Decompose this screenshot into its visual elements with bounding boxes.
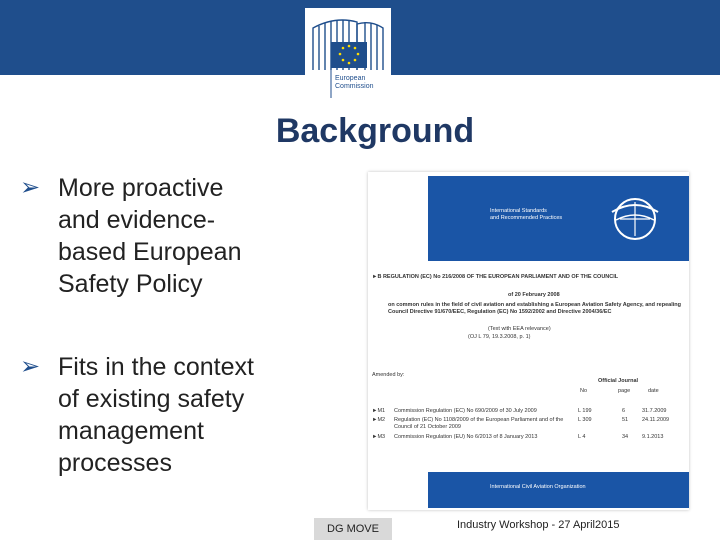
icao-cover-band bbox=[428, 176, 689, 261]
icao-emblem-icon bbox=[606, 190, 664, 248]
arrow-bullet-icon: ➢ bbox=[20, 174, 41, 201]
amendment-ref: ►M2 bbox=[372, 417, 386, 423]
footer-dg-move: DG MOVE bbox=[314, 518, 392, 540]
amendment-no: L 309 bbox=[578, 417, 592, 423]
regulation-document-image bbox=[368, 172, 689, 510]
icao-org-name: International Civil Aviation Organization bbox=[490, 484, 586, 490]
amendment-ref: ►M3 bbox=[372, 434, 386, 440]
footer-event-date: Industry Workshop - 27 April2015 bbox=[457, 519, 620, 531]
slide-title: Background bbox=[275, 112, 475, 150]
cover-text-line-1: International Standards bbox=[490, 208, 547, 214]
cover-text-line-2: and Recommended Practices bbox=[490, 215, 563, 221]
amended-by-label: Amended by: bbox=[372, 372, 405, 378]
amendment-page: 34 bbox=[622, 434, 629, 440]
regulation-date: of 20 February 2008 bbox=[508, 292, 560, 298]
commission-logo-text bbox=[335, 75, 374, 91]
eea-note: (Text with EEA relevance) bbox=[488, 326, 551, 332]
amendment-date: 24.11.2009 bbox=[642, 417, 670, 423]
table-header-date: date bbox=[648, 388, 659, 394]
table-header-no: No bbox=[580, 388, 588, 394]
icao-footer-band bbox=[428, 472, 689, 508]
amendment-date: 31.7.2009 bbox=[642, 408, 667, 414]
amendment-date: 9.1.2013 bbox=[642, 434, 664, 440]
regulation-body: on common rules in the field of civil aviation and establishing a European Aviation Safety Agency, and repealing Council Directive 91/670/EEC, Regulation (EC) No 1592/2002 and Directive 2004/36/EC bbox=[388, 302, 681, 315]
european-commission-logo bbox=[305, 8, 391, 100]
logo-line-2: Commission bbox=[335, 83, 374, 90]
table-header-page: page bbox=[618, 388, 631, 394]
logo-line-1: European bbox=[335, 75, 366, 82]
amendment-desc: Commission Regulation (EC) No 690/2009 of 30 July 2009 bbox=[394, 408, 537, 414]
amendment-no: L 4 bbox=[578, 434, 586, 440]
arrow-bullet-icon: ➢ bbox=[20, 353, 41, 380]
bullet-text: More proactive and evidence- based European Safety Policy bbox=[58, 174, 242, 298]
amendment-page: 6 bbox=[622, 408, 626, 414]
amendment-desc: Commission Regulation (EU) No 6/2013 of 8 January 2013 bbox=[394, 434, 538, 440]
official-journal-label: Official Journal bbox=[598, 378, 639, 384]
cover-text bbox=[490, 208, 562, 222]
amendment-page: 51 bbox=[622, 417, 629, 423]
bullet-text: Fits in the context of existing safety management processes bbox=[58, 353, 254, 477]
amendment-no: L 199 bbox=[578, 408, 592, 414]
amendment-ref: ►M1 bbox=[372, 408, 386, 414]
regulation-heading: ►B REGULATION (EC) No 216/2008 OF THE EUROPEAN PARLIAMENT AND OF THE COUNCIL bbox=[372, 274, 619, 280]
amendment-desc: Regulation (EC) No 1108/2009 of the European Parliament and of the Council of 21 October 2009 bbox=[394, 417, 564, 430]
oj-reference: (OJ L 79, 19.3.2008, p. 1) bbox=[468, 334, 531, 340]
